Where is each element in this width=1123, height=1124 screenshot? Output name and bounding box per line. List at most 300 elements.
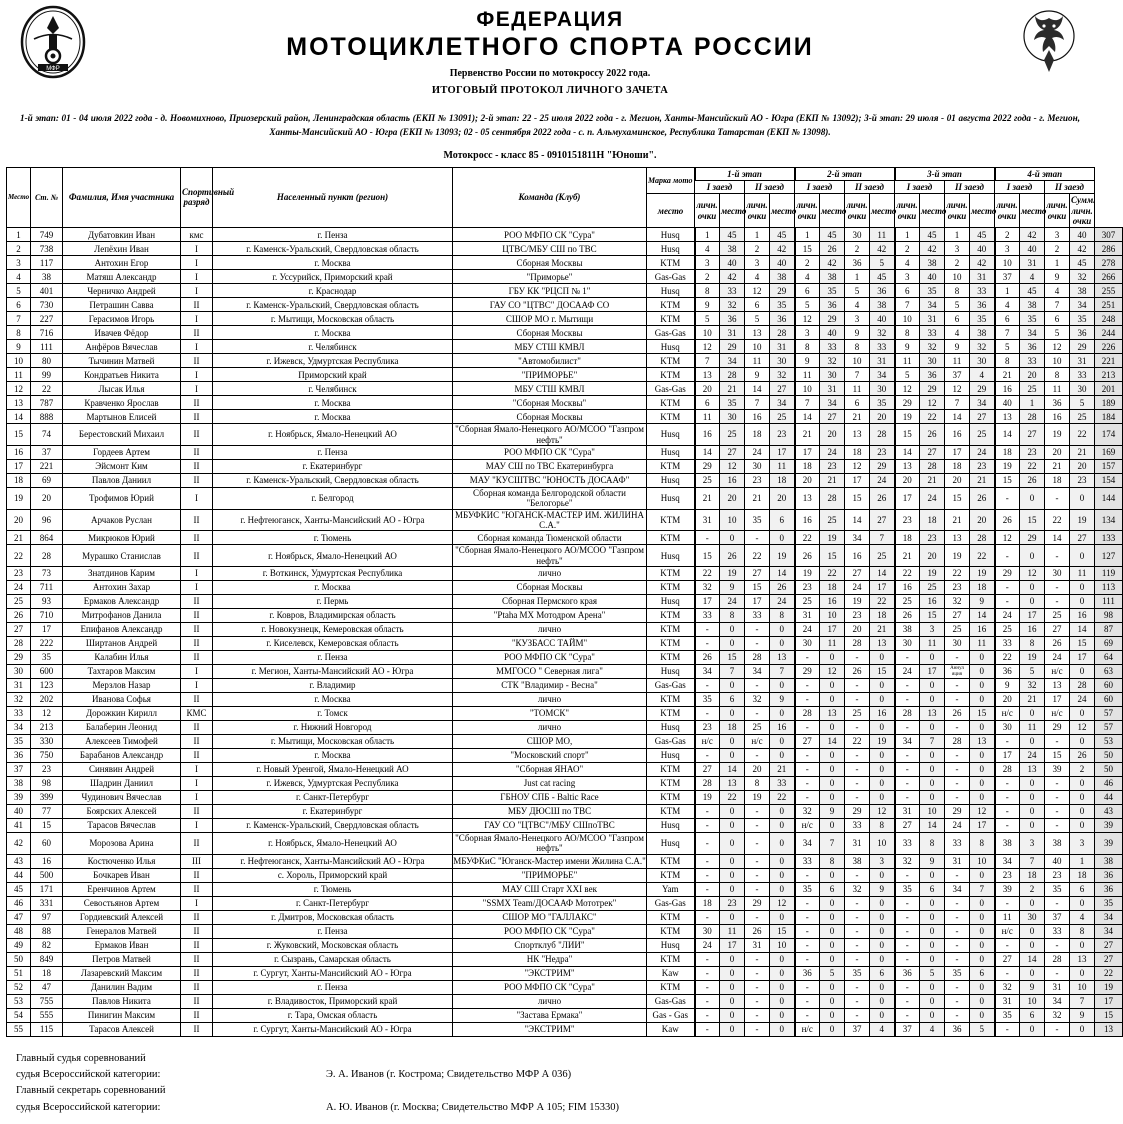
cell-s1-h1-points: 42	[720, 270, 745, 284]
cell-s2-h1-points: 29	[820, 312, 845, 326]
cell-s1-h1-place: 6	[695, 396, 720, 410]
cell-s4-h2-place: 36	[1045, 396, 1070, 410]
cell-s4-h1-place: -	[995, 1022, 1020, 1036]
table-row	[7, 460, 1123, 474]
cell-moto: KTM	[647, 791, 695, 805]
cell-s1-h2-points: 14	[770, 567, 795, 581]
cell-start-no: 99	[31, 368, 63, 382]
cell-start-no: 222	[31, 637, 63, 651]
cell-s4-h2-place: 18	[1045, 474, 1070, 488]
cell-s3-h2-points: 0	[970, 924, 995, 938]
cell-place: 51	[7, 966, 31, 980]
cell-start-no: 69	[31, 474, 63, 488]
cell-moto: Gas - Gas	[647, 1008, 695, 1022]
cell-s4-h1-place: 40	[995, 396, 1020, 410]
cell-place: 28	[7, 637, 31, 651]
cell-s3-h1-place: -	[895, 980, 920, 994]
cell-s4-h1-points: 14	[1020, 952, 1045, 966]
cell-s3-h2-place: -	[945, 763, 970, 777]
col-header-s4-heat2: II заезд	[1045, 180, 1095, 193]
cell-s4-h2-place: 6	[1045, 312, 1070, 326]
cell-sum: 184	[1095, 410, 1123, 424]
cell-s4-h1-place: 26	[995, 509, 1020, 531]
cell-sum: 63	[1095, 665, 1123, 679]
cell-s2-h2-place: 37	[845, 1022, 870, 1036]
cell-s2-h2-place: 35	[845, 966, 870, 980]
cell-s1-h2-points: 13	[770, 651, 795, 665]
cell-s4-h1-points: 32	[1020, 679, 1045, 693]
cell-s1-h2-points: 22	[770, 791, 795, 805]
cell-s3-h1-points: 11	[920, 637, 945, 651]
cell-place: 18	[7, 474, 31, 488]
cell-s3-h2-points: 24	[970, 446, 995, 460]
cell-s2-h1-place: -	[795, 952, 820, 966]
cell-city: г. Каменск-Уральский, Свердловская область	[213, 242, 453, 256]
cell-s2-h2-points: 0	[870, 938, 895, 952]
cell-s4-h2-points: 18	[1070, 868, 1095, 882]
cell-s1-h2-points: 0	[770, 980, 795, 994]
cell-s2-h1-points: 22	[820, 567, 845, 581]
spacer-cell	[1095, 167, 1123, 194]
cell-s2-h2-place: 9	[845, 326, 870, 340]
cell-start-no: 23	[31, 763, 63, 777]
cell-s2-h2-place: -	[845, 924, 870, 938]
cell-s1-h1-points: 14	[720, 763, 745, 777]
cell-s1-h2-points: 0	[770, 854, 795, 868]
cell-rank: I	[181, 368, 213, 382]
cell-s3-h1-points: 21	[920, 474, 945, 488]
cell-s2-h1-place: 15	[795, 242, 820, 256]
cell-start-no: 711	[31, 581, 63, 595]
cell-moto: Husq	[647, 833, 695, 855]
cell-s1-h2-points: 0	[770, 952, 795, 966]
cell-s2-h1-points: 0	[820, 1022, 845, 1036]
cell-s1-h2-place: 31	[745, 938, 770, 952]
cell-s1-h2-place: 33	[745, 609, 770, 623]
cell-s4-h1-points: 0	[1020, 1022, 1045, 1036]
cell-s3-h1-place: 38	[895, 623, 920, 637]
cell-s4-h2-points: 10	[1070, 980, 1095, 994]
cell-rank: II	[181, 509, 213, 531]
cell-s2-h1-place: 34	[795, 833, 820, 855]
cell-name: Мерзлов Назар	[63, 679, 181, 693]
cell-team: МБУ СТШ КМВЛ	[453, 340, 647, 354]
cell-s1-h1-points: 0	[720, 531, 745, 545]
cell-s4-h2-points: 13	[1070, 952, 1095, 966]
cell-s2-h2-place: 23	[845, 609, 870, 623]
cell-s3-h2-place: 28	[945, 735, 970, 749]
cell-s3-h2-points: 0	[970, 952, 995, 966]
col-header-s2-heat2: II заезд	[845, 180, 895, 193]
cell-s2-h1-points: 5	[820, 966, 845, 980]
cell-s4-h2-points: 21	[1070, 446, 1095, 460]
cell-s3-h1-points: 4	[920, 1022, 945, 1036]
cell-s4-h2-points: 17	[1070, 651, 1095, 665]
cell-s4-h2-points: 0	[1070, 665, 1095, 679]
cell-start-no: 202	[31, 693, 63, 707]
cell-s2-h2-place: 34	[845, 531, 870, 545]
cell-moto: Husq	[647, 242, 695, 256]
cell-name: Митрофанов Данила	[63, 609, 181, 623]
cell-sum: 50	[1095, 763, 1123, 777]
cell-s1-h2-points: 15	[770, 924, 795, 938]
cell-start-no: 330	[31, 735, 63, 749]
cell-s3-h1-points: 0	[920, 910, 945, 924]
cell-team: лично	[453, 693, 647, 707]
cell-s1-h1-points: 8	[720, 609, 745, 623]
cell-moto: Husq	[647, 819, 695, 833]
col-header-s4-heat1: I заезд	[995, 180, 1045, 193]
table-row	[7, 791, 1123, 805]
cell-s4-h2-points: 6	[1070, 882, 1095, 896]
cell-s2-h2-place: 15	[845, 488, 870, 510]
cell-moto: KTM	[647, 854, 695, 868]
cell-team: Сборная Москвы	[453, 581, 647, 595]
cell-s4-h2-points: 35	[1070, 312, 1095, 326]
cell-s2-h1-place: 6	[795, 284, 820, 298]
cell-sum: 44	[1095, 791, 1123, 805]
cell-sum: 127	[1095, 545, 1123, 567]
cell-place: 42	[7, 833, 31, 855]
cell-sum: 255	[1095, 284, 1123, 298]
cell-s2-h2-place: 28	[845, 637, 870, 651]
cell-place: 26	[7, 609, 31, 623]
cell-s1-h2-place: -	[745, 882, 770, 896]
cell-team: Just cat racing	[453, 777, 647, 791]
cell-sum: 27	[1095, 938, 1123, 952]
cell-s2-h2-points: 0	[870, 679, 895, 693]
cell-rank: I	[181, 777, 213, 791]
cell-moto: Gas-Gas	[647, 735, 695, 749]
cell-s3-h1-place: 21	[895, 545, 920, 567]
cell-s2-h2-points: 0	[870, 994, 895, 1008]
cell-s4-h2-points: 29	[1070, 340, 1095, 354]
cell-rank: II	[181, 545, 213, 567]
table-row	[7, 966, 1123, 980]
cell-s4-h2-points: 36	[1070, 326, 1095, 340]
cell-s1-h2-place: 4	[745, 270, 770, 284]
cell-sum: 201	[1095, 382, 1123, 396]
cell-s2-h1-points: 40	[820, 326, 845, 340]
cell-rank: II	[181, 735, 213, 749]
cell-s3-h2-place: 18	[945, 460, 970, 474]
cell-name: Боярских Алексей	[63, 805, 181, 819]
cell-start-no: 500	[31, 868, 63, 882]
cell-s2-h2-place: -	[845, 952, 870, 966]
document-footer	[16, 1051, 1094, 1116]
cell-s1-h1-points: 23	[720, 896, 745, 910]
cell-s2-h2-place: 6	[845, 396, 870, 410]
cell-s3-h2-points: 32	[970, 340, 995, 354]
table-row	[7, 595, 1123, 609]
cell-s1-h1-place: -	[695, 994, 720, 1008]
cell-s3-h2-points: 11	[970, 637, 995, 651]
cell-s3-h2-place: 12	[945, 382, 970, 396]
cell-s4-h1-place: 39	[995, 882, 1020, 896]
cell-rank: II	[181, 833, 213, 855]
cell-moto: Kaw	[647, 1022, 695, 1036]
cell-s2-h1-points: 18	[820, 581, 845, 595]
cell-s3-h2-place: -	[945, 910, 970, 924]
cell-s4-h2-place: 10	[1045, 354, 1070, 368]
cell-name: Лысак Илья	[63, 382, 181, 396]
cell-s1-h2-place: 30	[745, 460, 770, 474]
cell-s3-h1-points: 38	[920, 256, 945, 270]
cell-s4-h1-points: 40	[1020, 242, 1045, 256]
cell-name: Мартынов Елисей	[63, 410, 181, 424]
cell-s4-h1-place: 7	[995, 326, 1020, 340]
cell-s1-h2-points: 35	[770, 298, 795, 312]
cell-s3-h1-place: -	[895, 651, 920, 665]
cell-s1-h2-place: 15	[745, 581, 770, 595]
cell-s4-h1-place: -	[995, 966, 1020, 980]
cell-s2-h1-points: 13	[820, 707, 845, 721]
cell-start-no: 849	[31, 952, 63, 966]
col-header-start-no: Ст. №	[31, 167, 63, 228]
col-header-stage-4: 4-й этап	[995, 167, 1095, 180]
cell-s1-h1-points: 33	[720, 284, 745, 298]
cell-city: г. Томск	[213, 707, 453, 721]
cell-s3-h2-place: 14	[945, 410, 970, 424]
cell-s1-h2-points: 0	[770, 749, 795, 763]
cell-s3-h2-points: 0	[970, 791, 995, 805]
cell-s1-h2-place: 27	[745, 567, 770, 581]
cell-s3-h1-place: 3	[895, 270, 920, 284]
cell-start-no: 97	[31, 910, 63, 924]
cell-name: Лазаревский Максим	[63, 966, 181, 980]
cell-s3-h2-place: 23	[945, 581, 970, 595]
cell-s4-h1-points: 28	[1020, 410, 1045, 424]
stages-description: 1-й этап: 01 - 04 июля 2022 года - д. Новомихново, Приозерский район, Ленинградская область (ЕКП № 13091); 2-й этап: 22 - 25 июля 2022 года - г. Мегион, Ханты-Мансийский АО - Югра (ЕКП № 13092); 3-й этап: 29 июля - 01 августа 2022 года - г. Мегион, Ханты-Мансийский АО - Югра (ЕКП № 13093; 02 - 05 сентября 2022 года - с. п. Альмухаминское, Республика Татарстан (ЕКП № 13098).	[20, 113, 1080, 137]
cell-rank: I	[181, 242, 213, 256]
cell-s2-h1-points: 26	[820, 242, 845, 256]
cell-sum: 15	[1095, 1008, 1123, 1022]
cell-s4-h2-points: 3	[1070, 833, 1095, 855]
cell-sum: 35	[1095, 896, 1123, 910]
cell-s3-h2-points: 0	[970, 994, 995, 1008]
cell-s3-h1-points: 10	[920, 805, 945, 819]
cell-s1-h1-place: -	[695, 854, 720, 868]
table-row	[7, 424, 1123, 446]
cell-s2-h1-points: 16	[820, 595, 845, 609]
cell-s1-h2-place: 1	[745, 228, 770, 242]
cell-s1-h1-points: 26	[720, 545, 745, 567]
cell-s2-h1-place: 20	[795, 474, 820, 488]
cell-city: г. Москва	[213, 693, 453, 707]
cell-sum: 57	[1095, 721, 1123, 735]
cell-s1-h1-points: 31	[720, 326, 745, 340]
cell-city: г. Тюмень	[213, 531, 453, 545]
cell-s1-h2-place: 16	[745, 410, 770, 424]
cell-s2-h1-place: 21	[795, 424, 820, 446]
cell-moto: Yam	[647, 882, 695, 896]
cell-s2-h1-place: 11	[795, 368, 820, 382]
cell-name: Данилин Вадим	[63, 980, 181, 994]
cell-moto: Husq	[647, 340, 695, 354]
table-row	[7, 623, 1123, 637]
cell-s2-h1-place: -	[795, 763, 820, 777]
cell-name: Тахтаров Максим	[63, 665, 181, 679]
cell-city: г. Тюмень	[213, 882, 453, 896]
cell-name: Ермаков Иван	[63, 938, 181, 952]
cell-s4-h2-points: 34	[1070, 298, 1095, 312]
cell-rank: II	[181, 1008, 213, 1022]
cell-s3-h1-points: 17	[920, 665, 945, 679]
cell-s1-h2-points: 32	[770, 368, 795, 382]
cell-s2-h1-points: 6	[820, 882, 845, 896]
cell-s1-h1-points: 25	[720, 424, 745, 446]
cell-s3-h1-place: -	[895, 938, 920, 952]
cell-s1-h2-points: 0	[770, 882, 795, 896]
col-header-s1-h1-place: место	[647, 194, 695, 228]
col-header-s3-h2-place: место	[920, 194, 945, 228]
cell-rank: II	[181, 952, 213, 966]
cell-s4-h1-points: 0	[1020, 938, 1045, 952]
cell-s3-h1-place: 19	[895, 410, 920, 424]
cell-s1-h2-place: -	[745, 1008, 770, 1022]
cell-s1-h1-place: 29	[695, 460, 720, 474]
cell-city: г. Каменск-Уральский, Свердловская область	[213, 474, 453, 488]
cell-sum: 119	[1095, 567, 1123, 581]
cell-start-no: 730	[31, 298, 63, 312]
cell-start-no: 115	[31, 1022, 63, 1036]
cell-team: Сборная Пермского края	[453, 595, 647, 609]
cell-sum: 39	[1095, 819, 1123, 833]
cell-s3-h1-points: 25	[920, 581, 945, 595]
cell-s1-h2-points: 31	[770, 340, 795, 354]
cell-place: 9	[7, 340, 31, 354]
cell-s2-h1-place: -	[795, 791, 820, 805]
cell-s4-h1-place: -	[995, 545, 1020, 567]
cell-s2-h1-place: 9	[795, 354, 820, 368]
cell-s1-h2-place: 12	[745, 284, 770, 298]
cell-moto: Gas-Gas	[647, 326, 695, 340]
cell-team: "SSMX Team/ДОСААФ Мототрек"	[453, 896, 647, 910]
cell-s1-h2-place: 6	[745, 298, 770, 312]
cell-city: г. Воткинск, Удмуртская Республика	[213, 567, 453, 581]
cell-s3-h1-points: 18	[920, 509, 945, 531]
cell-moto: KTM	[647, 354, 695, 368]
cell-s4-h1-points: 24	[1020, 749, 1045, 763]
cell-s2-h1-points: 45	[820, 228, 845, 242]
cell-s4-h2-points: 14	[1070, 623, 1095, 637]
cell-s3-h1-points: 42	[920, 242, 945, 256]
cell-s3-h2-place: 17	[945, 446, 970, 460]
cell-s2-h2-place: 1	[845, 270, 870, 284]
cell-s3-h1-points: 28	[920, 460, 945, 474]
cell-start-no: 96	[31, 509, 63, 531]
cell-place: 3	[7, 256, 31, 270]
cell-s2-h2-points: 0	[870, 952, 895, 966]
cell-s1-h1-points: 19	[720, 567, 745, 581]
cell-moto: KTM	[647, 763, 695, 777]
cell-moto: KTM	[647, 980, 695, 994]
cell-s3-h2-points: 23	[970, 460, 995, 474]
cell-team: Сборная Москвы	[453, 256, 647, 270]
cell-sum: 27	[1095, 952, 1123, 966]
cell-city: г. Краснодар	[213, 284, 453, 298]
col-header-team: Команда (Клуб)	[453, 167, 647, 228]
cell-s1-h2-place: 26	[745, 924, 770, 938]
cell-moto: Gas-Gas	[647, 382, 695, 396]
cell-s1-h1-place: -	[695, 707, 720, 721]
cell-s2-h1-place: 31	[795, 609, 820, 623]
cell-s4-h1-points: 42	[1020, 228, 1045, 242]
cell-s3-h1-points: 0	[920, 651, 945, 665]
cell-s1-h1-place: -	[695, 637, 720, 651]
cell-rank: I	[181, 382, 213, 396]
cell-rank: I	[181, 312, 213, 326]
cell-team: Сборная команда Тюменской области	[453, 531, 647, 545]
cell-start-no: 555	[31, 1008, 63, 1022]
cell-team: лично	[453, 994, 647, 1008]
cell-place: 39	[7, 791, 31, 805]
cell-s1-h1-place: -	[695, 1008, 720, 1022]
federation-title-line1: ФЕДЕРАЦИЯ	[476, 8, 624, 31]
cell-s2-h1-place: 19	[795, 567, 820, 581]
table-row	[7, 531, 1123, 545]
cell-team: СШОР МО "ГАЛЛАКС"	[453, 910, 647, 924]
cell-s1-h1-points: 35	[720, 396, 745, 410]
cell-sum: 13	[1095, 1022, 1123, 1036]
cell-sum: 113	[1095, 581, 1123, 595]
cell-city: г. Москва	[213, 581, 453, 595]
cell-s1-h1-points: 0	[720, 966, 745, 980]
cell-s4-h1-points: 0	[1020, 707, 1045, 721]
cell-s3-h2-place: 32	[945, 595, 970, 609]
cell-s3-h2-place: 26	[945, 707, 970, 721]
cell-city: г. Новый Уренгой, Ямало-Ненецкий АО	[213, 763, 453, 777]
cell-moto: Husq	[647, 474, 695, 488]
cell-s2-h2-place: -	[845, 910, 870, 924]
cell-s3-h2-points: 5	[970, 1022, 995, 1036]
cell-s1-h1-points: 22	[720, 791, 745, 805]
cell-team: ГБУ КК "РЦСП № 1"	[453, 284, 647, 298]
cell-name: Тарасов Вячеслав	[63, 819, 181, 833]
col-header-name: Фамилия, Имя участника	[63, 167, 181, 228]
cell-s4-h2-points: 8	[1070, 924, 1095, 938]
cell-s2-h1-place: 16	[795, 509, 820, 531]
cell-s4-h2-points: 31	[1070, 354, 1095, 368]
cell-s4-h2-points: 0	[1070, 805, 1095, 819]
cell-s2-h2-points: 32	[870, 326, 895, 340]
cell-name: Генералов Матвей	[63, 924, 181, 938]
cell-s3-h2-points: 29	[970, 382, 995, 396]
cell-s1-h1-place: -	[695, 868, 720, 882]
cell-s4-h2-points: 0	[1070, 791, 1095, 805]
cell-s3-h1-points: 31	[920, 312, 945, 326]
cell-start-no: 864	[31, 531, 63, 545]
federation-title-line2: МОТОЦИКЛЕТНОГО СПОРТА РОССИИ	[286, 33, 814, 61]
cell-place: 48	[7, 924, 31, 938]
cell-team: "Сборная Москвы"	[453, 396, 647, 410]
cell-city: г. Москва	[213, 326, 453, 340]
cell-moto: KTM	[647, 924, 695, 938]
cell-sum: 17	[1095, 994, 1123, 1008]
cell-s3-h2-place: 24	[945, 819, 970, 833]
cell-s4-h1-points: 12	[1020, 567, 1045, 581]
cell-moto: Husq	[647, 424, 695, 446]
cell-moto: Husq	[647, 665, 695, 679]
cell-s1-h1-place: н/с	[695, 735, 720, 749]
cell-s2-h2-points: 19	[870, 735, 895, 749]
cell-s1-h1-points: 0	[720, 882, 745, 896]
cell-s1-h1-place: -	[695, 1022, 720, 1036]
col-header-s2-h2-place: место	[820, 194, 845, 228]
cell-s1-h1-place: 10	[695, 326, 720, 340]
cell-s2-h2-place: -	[845, 721, 870, 735]
cell-s2-h2-place: -	[845, 763, 870, 777]
